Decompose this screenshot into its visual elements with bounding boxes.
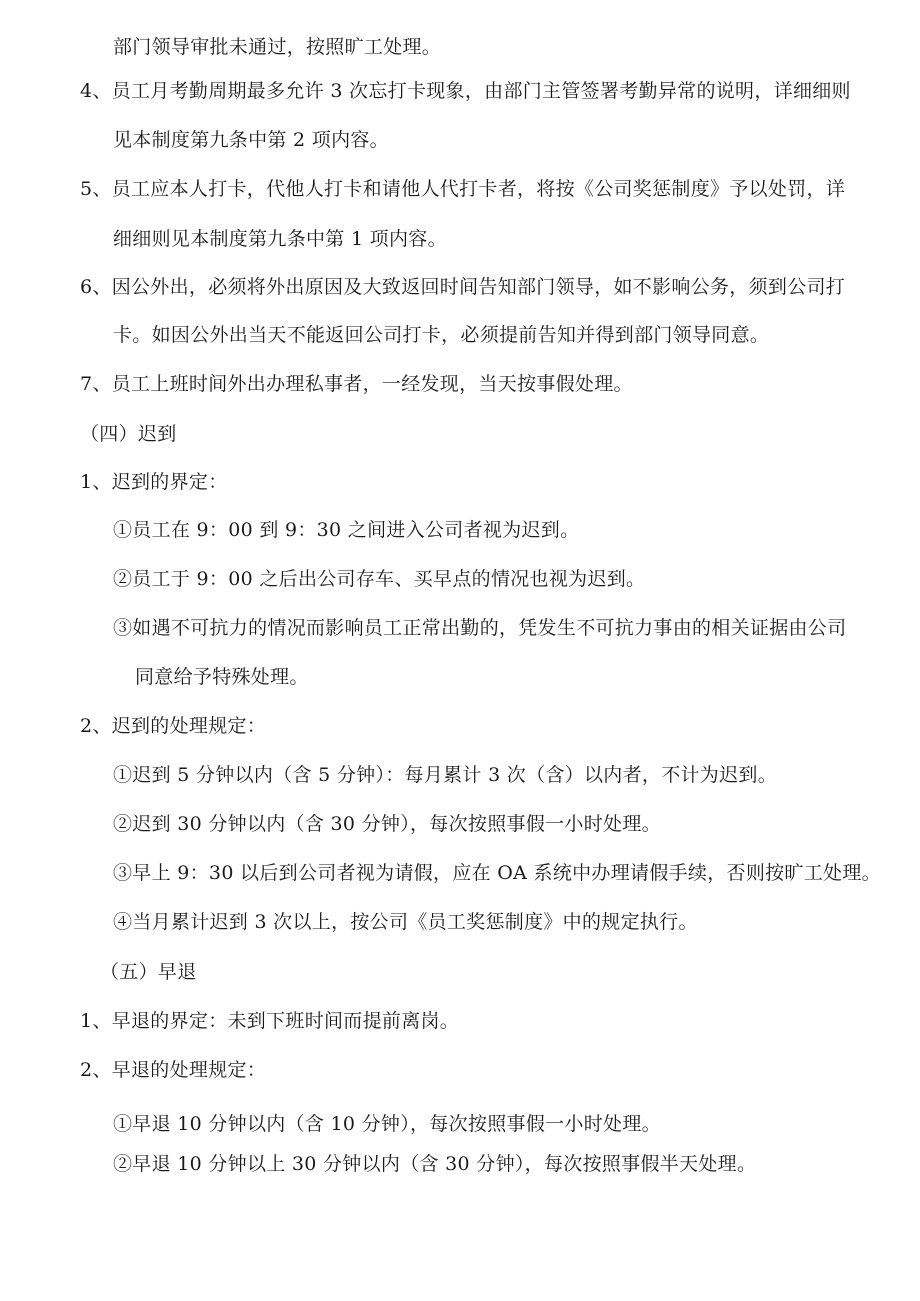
text-line-17: ②迟到 30 分钟以内（含 30 分钟），每次按照事假一小时处理。 [113, 813, 661, 835]
section-heading-late: （四）迟到 [80, 423, 177, 445]
text-line-21: 1、早退的界定：未到下班时间而提前离岗。 [80, 1010, 460, 1032]
text-line-2: 4、员工月考勤周期最多允许 3 次忘打卡现象，由部门主管签署考勤异常的说明，详细细则 [80, 80, 851, 102]
text-line-15: 2、迟到的处理规定： [80, 715, 267, 737]
text-line-22: 2、早退的处理规定： [80, 1059, 267, 1081]
text-line-3: 见本制度第九条中第 2 项内容。 [113, 129, 389, 151]
text-line-12: ②员工于 9：00 之后出公司存车、买早点的情况也视为迟到。 [113, 568, 646, 590]
text-line-19: ④当月累计迟到 3 次以上，按公司《员工奖惩制度》中的规定执行。 [113, 911, 698, 933]
text-line-8: 7、员工上班时间外出办理私事者，一经发现，当天按事假处理。 [80, 373, 633, 395]
text-line-10: 1、迟到的界定： [80, 471, 228, 493]
text-line-6: 6、因公外出，必须将外出原因及大致返回时间告知部门领导，如不影响公务，须到公司打 [80, 276, 846, 298]
text-line-5: 细细则见本制度第九条中第 1 项内容。 [113, 228, 447, 250]
text-line-24: ②早退 10 分钟以上 30 分钟以内（含 30 分钟），每次按照事假半天处理。 [113, 1153, 757, 1175]
text-line-4: 5、员工应本人打卡，代他人打卡和请他人代打卡者，将按《公司奖惩制度》予以处罚，详 [80, 178, 846, 200]
text-line-7: 卡。如因公外出当天不能返回公司打卡，必须提前告知并得到部门领导同意。 [113, 324, 770, 346]
section-heading-early-leave: （五）早退 [100, 961, 197, 983]
text-line-13: ③如遇不可抗力的情况而影响员工正常出勤的，凭发生不可抗力事由的相关证据由公司 [113, 617, 847, 639]
text-line-16: ①迟到 5 分钟以内（含 5 分钟）：每月累计 3 次（含）以内者，不计为迟到。 [113, 764, 778, 786]
text-line-23: ①早退 10 分钟以内（含 10 分钟），每次按照事假一小时处理。 [113, 1113, 661, 1135]
text-line-1: 部门领导审批未通过，按照旷工处理。 [113, 36, 442, 58]
text-line-11: ①员工在 9：00 到 9：30 之间进入公司者视为迟到。 [113, 519, 580, 541]
text-line-14: 同意给予特殊处理。 [135, 666, 309, 688]
text-line-18: ③早上 9：30 以后到公司者视为请假，应在 OA 系统中办理请假手续，否则按旷工处理。 [113, 862, 881, 884]
